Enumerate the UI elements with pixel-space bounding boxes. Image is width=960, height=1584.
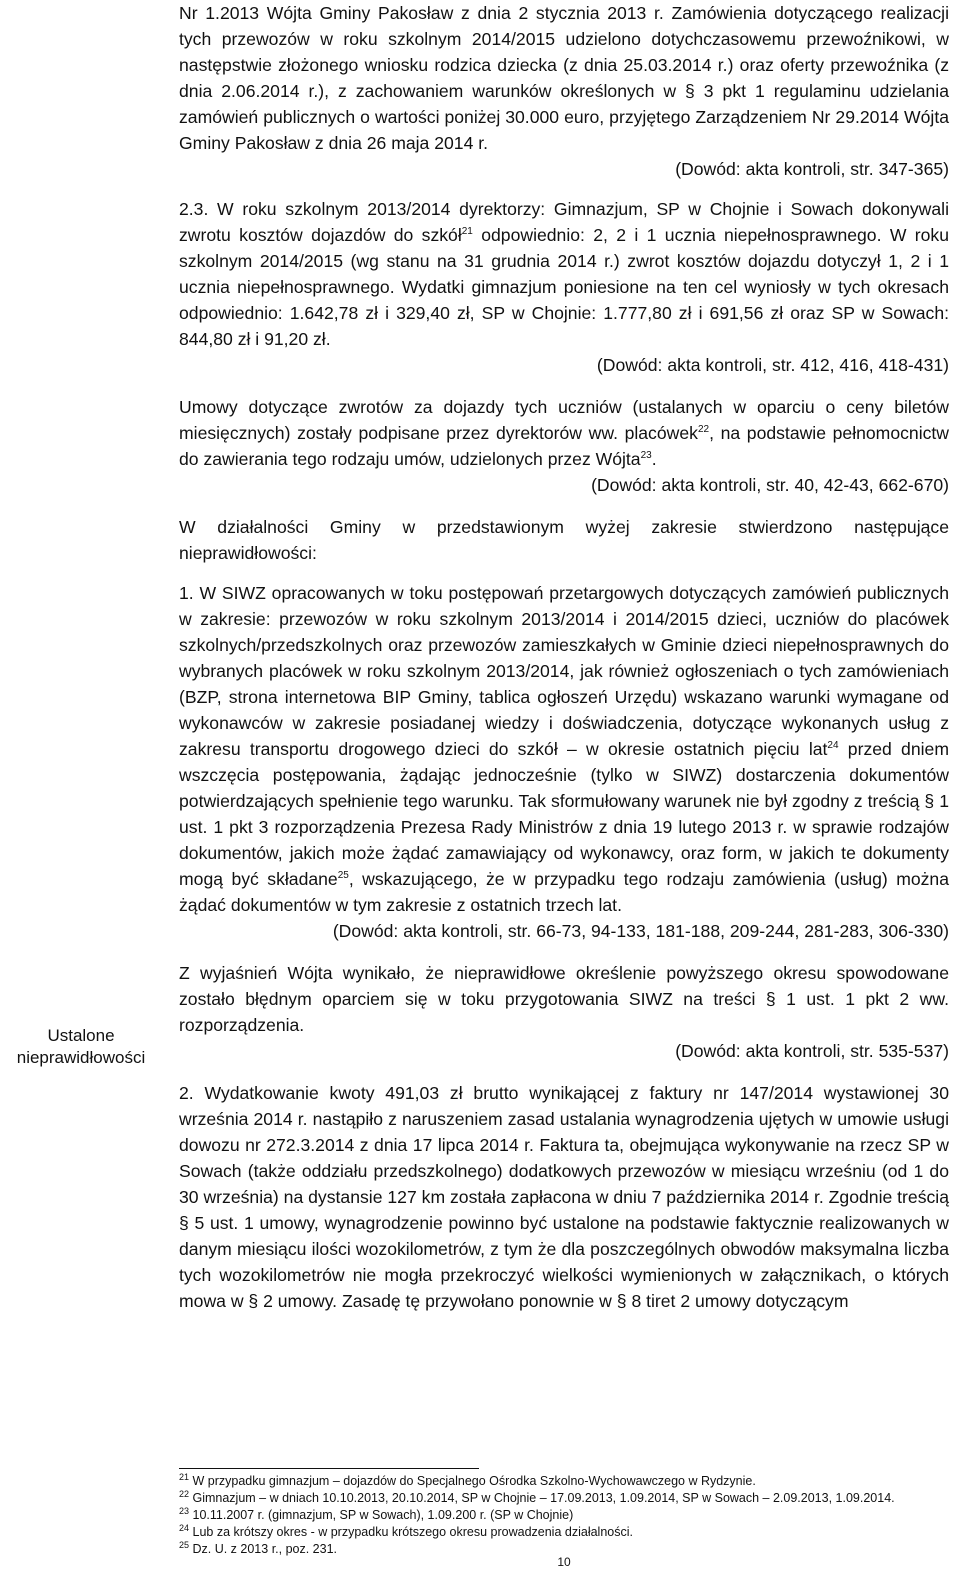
footnote-22 xyxy=(179,1490,949,1507)
paragraph-wyjasnienia: Z wyjaśnień Wójta wynikało, że nieprawidłowe określenie powyższego okresu spowodowane zostało błędnym oparciem się w toku przygotowania SIWZ na treści § 1 ust. 1 pkt 2 ww. rozporządzenia. xyxy=(179,963,949,1035)
footnote-21 xyxy=(179,1473,949,1490)
footnote-number: 21 xyxy=(179,1471,190,1482)
footnote-ref: 24 xyxy=(827,740,839,752)
evidence-ref: (Dowód: akta kontroli, str. 347-365) xyxy=(675,159,949,179)
footnote-ref: 22 xyxy=(697,424,710,436)
footnote-text: Dz. U. z 2013 r., poz. 231. xyxy=(189,1542,338,1556)
paragraph-text: , wskazującego, że w przypadku tego rodzaju zamówienia (usług) można żądać dokumentów w tym zakresie z ostatnich trzech lat. xyxy=(179,869,949,915)
main-text xyxy=(179,0,949,1314)
footnote-24 xyxy=(179,1524,949,1541)
footnote-number: 25 xyxy=(179,1539,190,1550)
footnote-ref: 21 xyxy=(461,226,473,238)
paragraph-text: 1. W SIWZ opracowanych w toku postępowań przetargowych dotyczących zamówień publicznych w zakresie: przewozów w roku szkolnym 2013/2014 i 2014/2015 dzieci, uczniów do placówek szkolnych/przedszkolnych oraz przewozów zamieszkałych w Gminie dzieci niepełnosprawnych do wybranych placówek w roku szkolnym 2013/2014, jak również ogłoszeniach o tych zamówieniach (BZP, strona internetowa BIP Gminy, tablica ogłoszeń Urzędu) wskazano warunki wymagane od wykonawców w zakresie posiadanej wiedzy i doświadczenia, dotyczące wykonanych usług z zakresu transportu drogowego dzieci do szkół – w okresie ostatnich pięciu lat xyxy=(179,583,949,759)
evidence-ref: (Dowód: akta kontroli, str. 40, 42-43, 662-670) xyxy=(591,475,949,495)
footnote-text: Lub za krótszy okres - w przypadku krótszego okresu prowadzenia działalności. xyxy=(189,1525,633,1539)
paragraph-1-siwz xyxy=(179,580,949,918)
footnote-text: W przypadku gimnazjum – dojazdów do Specjalnego Ośrodka Szkolno-Wychowawczego w Rydzynie. xyxy=(189,1474,756,1488)
paragraph-2-wydatkowanie: 2. Wydatkowanie kwoty 491,03 zł brutto wynikającej z faktury nr 147/2014 wystawionej 30 września 2014 r. nastąpiło z naruszeniem zasad ustalania wynagrodzenia ujętych w umowie usługi dowozu nr 272.3.2014 z dnia 17 lipca 2014 r. Faktura ta, obejmująca wykonywanie na rzecz SP w Sowach (także oddziału przedszkolnego) dodatkowych przewozów w miesiącu wrześniu (od 1 do 30 września) na dystansie 127 km została zapłacona w dniu 7 października 2014 r. Zgodnie treścią § 5 ust. 1 umowy, wynagrodzenie powinno być ustalone na podstawie faktycznie realizowanych w danym miesiącu ilości wozokilometrów, z tym że dla poszczególnych obwodów maksymalna liczba tych wozokilometrów nie mogła przekroczyć wielkości wymienionych w załącznikach, o których mowa w § 2 umowy. Zasadę tę przywołano ponownie w § 8 tiret 2 umowy dotyczącym xyxy=(179,1083,949,1311)
sidebar-label xyxy=(0,1025,162,1069)
sidebar-label-line2: nieprawidłowości xyxy=(16,1048,146,1067)
paragraph-przewozy-2014: Nr 1.2013 Wójta Gminy Pakosław z dnia 2 stycznia 2013 r. Zamówienia dotyczącego realizacji tych przewozów w roku szkolnym 2014/2015 udzielono dotychczasowemu przewoźnikowi, w następstwie złożonego wniosku rodzica dziecka (z dnia 25.03.2014 r.) oraz oferty przewoźnika (z dnia 2.06.2014 r.), z zachowaniem warunków określonych w § 3 pkt 1 regulaminu udzielania zamówień publicznych o wartości poniżej 30.000 euro, przyjętego Zarządzeniem Nr 29.2014 Wójta Gminy Pakosław z dnia 26 maja 2014 r. xyxy=(179,3,949,153)
sidebar-label-line1: Ustalone xyxy=(47,1026,115,1045)
paragraph-nieprawidlowosci-intro: W działalności Gminy w przedstawionym wyżej zakresie stwierdzono następujące nieprawidłowości: xyxy=(179,517,949,563)
footnote-23 xyxy=(179,1507,949,1524)
footnote-text: 10.11.2007 r. (gimnazjum, SP w Sowach), 1.09.200 r. (SP w Chojnie) xyxy=(189,1508,574,1522)
evidence-ref: (Dowód: akta kontroli, str. 66-73, 94-133, 181-188, 209-244, 281-283, 306-330) xyxy=(332,921,949,941)
evidence-ref: (Dowód: akta kontroli, str. 412, 416, 418-431) xyxy=(596,355,949,375)
paragraph-text: 2.3. W roku szkolnym 2013/2014 dyrektorzy: Gimnazjum, SP w Chojnie i Sowach dokonywali zwrotu kosztów dojazdów do szkół xyxy=(179,199,949,245)
paragraph-text: , na podstawie pełnomocnictw do zawierania tego rodzaju umów, udzielonych przez Wójta xyxy=(179,423,950,469)
evidence-ref: (Dowód: akta kontroli, str. 535-537) xyxy=(675,1041,949,1061)
page-number: 10 xyxy=(557,1555,571,1569)
footnote-separator xyxy=(179,1468,479,1469)
paragraph-2-3 xyxy=(179,196,949,352)
paragraph-umowy xyxy=(179,394,949,472)
footnote-number: 22 xyxy=(179,1488,190,1499)
footnote-number: 23 xyxy=(179,1505,190,1516)
footnotes xyxy=(179,1473,949,1558)
footnote-ref: 23 xyxy=(640,450,652,462)
paragraph-text: . xyxy=(651,449,657,469)
footnote-number: 24 xyxy=(179,1522,190,1533)
paragraph-text: Umowy dotyczące zwrotów za dojazdy tych uczniów (ustalanych w oparciu o ceny biletów miesięcznych) zostały podpisane przez dyrektorów ww. placówek xyxy=(179,397,949,443)
paragraph-text: odpowiednio: 2, 2 i 1 ucznia niepełnosprawnego. W roku szkolnym 2014/2015 (wg stanu na 31 grudnia 2014 r.) zwrot kosztów dojazdu dotyczył 1, 2 i 1 ucznia niepełnosprawnego. Wydatki gimnazjum poniesione na ten cel wyniosły w tych okresach odpowiednio: 1.642,78 zł i 329,40 zł, SP w Chojnie: 1.777,80 zł i 691,56 zł oraz SP w Sowach: 844,80 zł i 91,20 zł. xyxy=(179,225,949,349)
footnote-ref: 25 xyxy=(337,870,349,882)
paragraph-text: przed dniem wszczęcia postępowania, żądając jednocześnie (tylko w SIWZ) dostarczenia dokumentów potwierdzających spełnienie tego warunku. Tak sformułowany warunek nie był zgodny z treścią § 1 ust. 1 pkt 3 rozporządzenia Prezesa Rady Ministrów z dnia 19 lutego 2013 r. w sprawie rodzajów dokumentów, jakich może żądać zamawiający od wykonawcy, oraz form, w jakich te dokumenty mogą być składane xyxy=(179,739,949,889)
footnote-text: Gimnazjum – w dniach 10.10.2013, 20.10.2014, SP w Chojnie – 17.09.2013, 1.09.2014, SP w Sowach – 2.09.2013, 1.09.2014. xyxy=(189,1491,895,1505)
